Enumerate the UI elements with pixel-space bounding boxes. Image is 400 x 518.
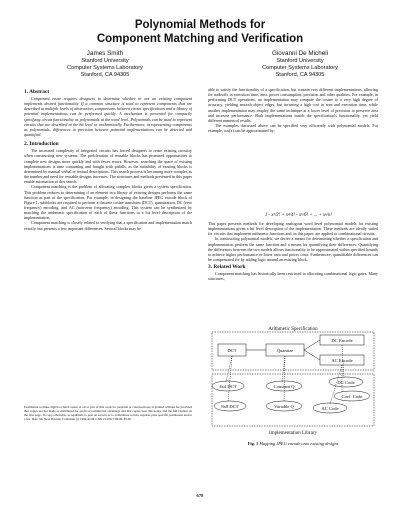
block-dc-encode-label: DC Encode	[331, 338, 353, 343]
author-city: Stanford, CA 94305	[275, 71, 325, 78]
author-affiliation: Stanford University	[81, 57, 129, 64]
figure-1-diagram	[208, 326, 378, 438]
author-lab: Computer Systems Laboratory	[262, 64, 338, 71]
right-paragraph-2: This paper presents methods for developing analogous word level polynomial models for existing implementations given a bit level description of the implementation. These methods are ideally suited for circuits that implement arithmetic functions and, in this paper, are applied to combinational circuits.	[208, 221, 378, 237]
block-ac-encode-label: AC Encode	[331, 358, 353, 363]
page-number: 678	[196, 493, 204, 498]
figure-caption-label: Fig. 1	[247, 441, 259, 446]
intro-paragraph-2: Component matching is the problem of allocating complex blocks given a system specification. This problem reduces to determining if an element in a library of existing designs performs the same function as part of the specification. For example, in designing the baseline JPEG encode block of Figure 1, subblocks are required to perform a discrete cosine transform (DCT), quantization, DC (zero frequency) encoding, and AC (non-zero frequency) encoding. This system can be synthesized by matching the arithmetic specification of each of these functions to a bit level description of the implementation.	[24, 184, 192, 221]
map-line	[226, 356, 232, 382]
right-paragraph-3: In constructing polynomial models, we derive a means for determining whether a specification and implementation perform the same function and a means for quantifying their differences. Quantifying the differences between the two models allows functionality to be approximated within specified bounds to achieve higher performance or lower area and power costs. Furthermore, quantifiable differences can be compensated for by adding logic around an existing block.	[208, 236, 378, 263]
right-paragraph-1: The examples discussed above can be specified very efficiently with polynomial models. For example, cos(x) can be approximated by:	[208, 123, 378, 134]
figure-caption	[208, 441, 378, 446]
related-paragraph-1: Component matching has historically been restricted to allocating combinational logic gates. Many structures,	[208, 271, 378, 282]
block-quantize-label: Quantize	[276, 348, 294, 353]
intro-paragraph-3: Component matching is closely related to verifying that a specification and implementation match exactly, but presents a few important differences. Several blocks may be	[24, 220, 192, 231]
lib-constant-q-label: Constant Q	[273, 384, 295, 389]
figure-caption-text: Mapping JPEG encode onto existing designs	[259, 441, 339, 446]
title-line-2: Component Matching and Verification	[96, 33, 304, 45]
abstract-text: Component reuse requires designers to determine whether or not an existing component implements desired functionality. If a common structure is used to represent components that are described at multiple levels of abstraction, comparisons between circuit specifications and a library of potential implementations can be performed quickly. A mechanism is presented for compactly specifying circuit functionality as polynomials at the word level. Polynomials can be used to represent circuits that are described at the bit level or arithmetically. Furthermore, in representing components as polynomials, differences in precision between potential implementations can be detected and quantified.	[24, 96, 192, 138]
lib-ac-code-label: AC Code	[321, 406, 339, 411]
author-lab: Computer Systems Laboratory	[67, 64, 143, 71]
lib-dc-code-label: DC Code	[337, 380, 355, 385]
figure-bottom-label: Implementation Library	[269, 431, 317, 436]
author-name: Giovanni De Micheli	[272, 50, 328, 57]
lib-8x8-dct-label: 8x8 DCT	[221, 404, 239, 409]
equation: 1 - x²/2! + x⁴/4! - x⁶/6! + ... + xⁿ/n!	[265, 213, 333, 218]
map-line	[228, 356, 232, 402]
abstract-heading: 1. Abstract	[24, 89, 50, 95]
lib-variable-q-label: Variable Q	[274, 404, 294, 409]
author-block-2	[230, 51, 370, 79]
abstract	[24, 96, 192, 137]
related-heading: 3. Related Work	[208, 264, 246, 271]
arrow-to-dc	[304, 340, 320, 350]
arrow-to-ac	[304, 350, 320, 360]
block-dct-label: DCT	[227, 348, 237, 353]
title-line-1: Polynomial Methods for	[134, 19, 266, 31]
lib-coef-code-label: Coef. Code	[341, 394, 363, 399]
author-name: James Smith	[86, 50, 124, 57]
right-column-top	[208, 87, 378, 211]
lib-4x4-dct-label: 4x4 DCT	[219, 384, 237, 389]
left-column	[24, 87, 192, 403]
author-block-1	[40, 51, 170, 79]
intro-heading: 2. Introduction	[24, 141, 59, 148]
figure-top-label: Arithmetic Specification	[268, 327, 318, 332]
author-city: Stanford, CA 94305	[80, 71, 130, 78]
right-paragraph-0: able to satisfy the functionality of a specification, but contain very different implementations, allowing for tradeoffs in execution time, area, power consumption, precision and other qualities. For example, in performing DCT operations, an implementation may compute the cosine to a very high degree of accuracy, yielding smooth object edges, but incurring a high cost in area and execution time, while another implementation may employ the same technique at a lower level of precision to preserve area and increase performance. Both implementations match the specification's functionality, yet yield different numerical results.	[208, 87, 378, 123]
right-column-bottom	[208, 221, 378, 325]
intro-paragraph-1: The increased complexity of integrated circuits has forced designers to reuse existing circuitry when constructing new systems. The proliferation of reusable blocks has promised opportunities to complete new designs more quickly and with fewer errors. However, searching the space of existing implementations is time consuming and fraught with pitfalls, as the suitability of existing blocks is determined by manual verbal or textual descriptions. This search process is becoming more complex as the number and need for reusable designs increases. The structures and methods presented in this paper enable automation of this search.	[24, 148, 192, 185]
author-affiliation: Stanford University	[276, 57, 324, 64]
copyright-footnote: Permission to make digital or hard copies of all or part of this work for personal or classroom use is granted without fee provided that copies are not made or distributed for profit or commercial advantage and that copies bear this notice and the full citation on the first page. To copy otherwise, to republish, to post on servers or to redistribute to lists, requires prior specific permission and/or a fee. DAC 99, New Orleans, Louisiana (c) 1999 ACM 1-58113-109-7/99/06..$5.00	[24, 405, 192, 421]
